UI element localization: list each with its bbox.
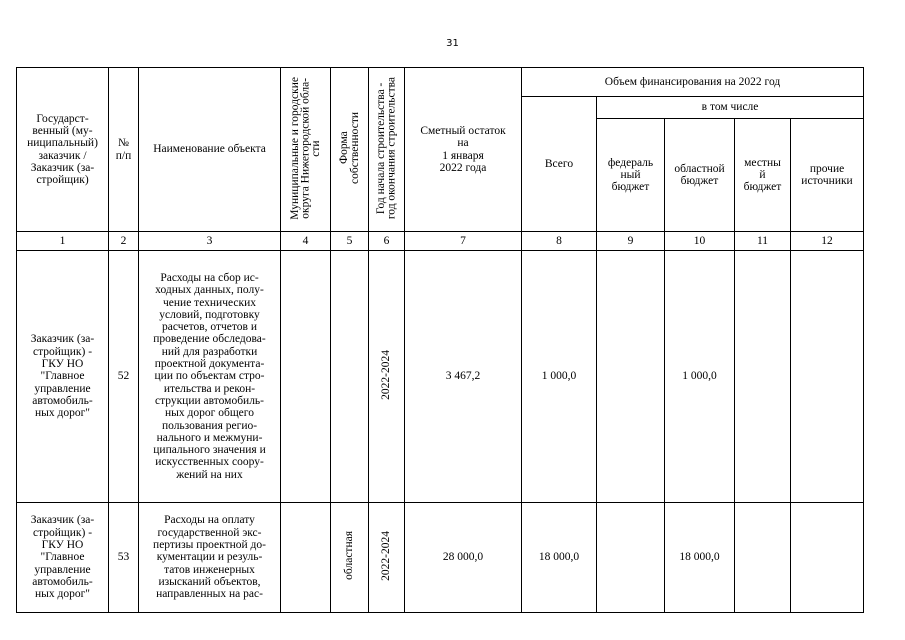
row-regional: 18 000,0 bbox=[665, 503, 735, 613]
column-number: 9 bbox=[597, 232, 665, 251]
row-years: 2022-2024 bbox=[380, 349, 392, 400]
column-number: 4 bbox=[281, 232, 331, 251]
header-object-name: Наименование объекта bbox=[139, 68, 281, 232]
header-years-cell bbox=[369, 68, 405, 232]
row-customer: Заказчик (за- стройщик) - ГКУ НО "Главное управление автомобиль- ных дорог" bbox=[17, 503, 109, 613]
header-municipal-cell bbox=[281, 68, 331, 232]
row-object: Расходы на сбор ис- ходных данных, полу- чение технических условий, подготовку расчетов, отчетов и проведение обследова- ний для разработки проектной документа- ции по объектам стро- ительства и рекон- струкции автомобиль- ных дорог общего пользования регио- нального и межмуни- ципального значения и искусственных соору- жений на них bbox=[139, 251, 281, 503]
row-local bbox=[735, 251, 791, 503]
header-ownership: Форма собственности bbox=[337, 111, 361, 184]
header-including: в том числе bbox=[597, 97, 864, 119]
table-row bbox=[17, 503, 864, 613]
row-estimate: 3 467,2 bbox=[405, 251, 522, 503]
page-number: 31 bbox=[446, 38, 459, 49]
row-total: 18 000,0 bbox=[522, 503, 597, 613]
column-number: 5 bbox=[331, 232, 369, 251]
row-customer: Заказчик (за- стройщик) - ГКУ НО "Главное управление автомобиль- ных дорог" bbox=[17, 251, 109, 503]
column-number: 12 bbox=[791, 232, 864, 251]
row-object: Расходы на оплату государственной экс- пертизы проектной до- кументации и резуль- татов инженерных изысканий объектов, направленных на рас- bbox=[139, 503, 281, 613]
header-years: Год начала строительства - год окончания строительства bbox=[375, 76, 398, 219]
row-ownership-cell bbox=[331, 251, 369, 503]
row-ownership-cell bbox=[331, 503, 369, 613]
row-regional: 1 000,0 bbox=[665, 251, 735, 503]
column-number: 11 bbox=[735, 232, 791, 251]
column-number: 8 bbox=[522, 232, 597, 251]
column-number-row bbox=[17, 232, 864, 251]
row-municipal bbox=[281, 251, 331, 503]
header-estimate: Сметный остаток на 1 января 2022 года bbox=[405, 68, 522, 232]
column-number: 10 bbox=[665, 232, 735, 251]
row-number: 53 bbox=[109, 503, 139, 613]
header-local: местны й бюджет bbox=[735, 119, 791, 232]
row-municipal bbox=[281, 503, 331, 613]
financing-table bbox=[16, 67, 864, 613]
row-federal bbox=[597, 503, 665, 613]
row-other bbox=[791, 503, 864, 613]
row-number: 52 bbox=[109, 251, 139, 503]
header-customer: Государст- венный (му- ниципальный) заказчик / Заказчик (за- стройщик) bbox=[17, 68, 109, 232]
row-ownership: областная bbox=[343, 531, 355, 581]
row-total: 1 000,0 bbox=[522, 251, 597, 503]
column-number: 1 bbox=[17, 232, 109, 251]
header-municipal: Муниципальные и городские округа Нижегородской обла- сти bbox=[288, 76, 322, 220]
header-total: Всего bbox=[522, 97, 597, 232]
row-years: 2022-2024 bbox=[380, 530, 392, 581]
header-regional: областной бюджет bbox=[665, 119, 735, 232]
row-federal bbox=[597, 251, 665, 503]
row-local bbox=[735, 503, 791, 613]
header-other: прочие источники bbox=[791, 119, 864, 232]
column-number: 7 bbox=[405, 232, 522, 251]
column-number: 2 bbox=[109, 232, 139, 251]
header-ownership-cell bbox=[331, 68, 369, 232]
column-number: 3 bbox=[139, 232, 281, 251]
header-financing-title: Объем финансирования на 2022 год bbox=[522, 68, 864, 97]
column-number: 6 bbox=[369, 232, 405, 251]
header-federal: федераль ный бюджет bbox=[597, 119, 665, 232]
row-other bbox=[791, 251, 864, 503]
header-row-number: № п/п bbox=[109, 68, 139, 232]
row-years-cell bbox=[369, 251, 405, 503]
table-row bbox=[17, 251, 864, 503]
row-years-cell bbox=[369, 503, 405, 613]
row-estimate: 28 000,0 bbox=[405, 503, 522, 613]
